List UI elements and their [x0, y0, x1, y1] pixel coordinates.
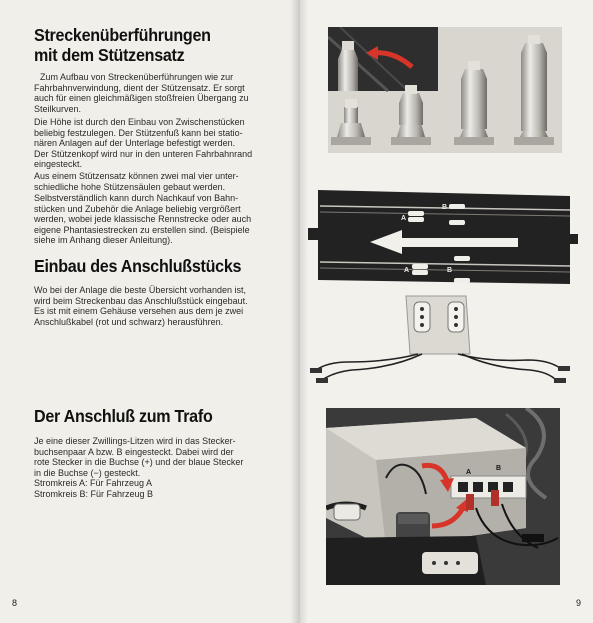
circuit-a-line: Stromkreis A: Für Fahrzeug A: [34, 478, 153, 488]
photo-support-columns: [328, 27, 562, 153]
track-connector-illustration: [308, 184, 578, 390]
paragraph-trafo: Je eine dieser Zwillings-Litzen wird in das Stecker- buchsenpaar A bzw. B eingesteckt. Dabei wird der rote Stecker in die Buchse (+) und der blaue Stecker in die Buchse (−) gesteckt.: [34, 436, 244, 478]
trafo-label-b: B: [496, 465, 502, 472]
paragraph-intro: Zum Aufbau von Streckenüberführungen wie zur Fahrbahnverwindung, dient der Stützensatz. Er sorgt auch für einen gleichmäßigen stoßfreien Übergang zu Steilkurven.: [34, 72, 249, 114]
support-columns-illustration: [328, 27, 562, 153]
track-label-b-bottom: B: [447, 267, 453, 274]
photo-track-connector: [308, 184, 578, 390]
right-page: [298, 0, 593, 623]
heading-line-1: Streckenüberführungen: [34, 25, 211, 45]
track-label-a-top: A: [401, 215, 407, 222]
heading-anschlussstueck: Einbau des Anschlußstücks: [34, 256, 242, 276]
book-gutter: [290, 0, 308, 623]
heading-stuetzensatz: [34, 25, 211, 65]
paragraph-columns: Aus einem Stützensatz können zwei mal vier unter- schiedliche hohe Stützensäulen gebaut werden.: [34, 171, 239, 192]
trafo-connection-illustration: [326, 408, 560, 585]
paragraph-anschlussstueck: Wo bei der Anlage die beste Übersicht vorhanden ist, wird beim Streckenbau das Anschlußstück eingebaut. Es ist mit einem Gehäuse versehen aus dem je zwei Anschlußkabel (rot und schwarz) herausführen.: [34, 285, 248, 327]
trafo-label-a: A: [466, 469, 472, 476]
page-number-left: 8: [12, 598, 18, 608]
circuit-b-line: Stromkreis B: Für Fahrzeug B: [34, 489, 154, 499]
photo-trafo-connection: [326, 408, 560, 585]
heading-line-2: mit dem Stützensatz: [34, 45, 185, 65]
paragraph-expansion: Selbstverständlich kann durch Nachkauf von Bahn- stücken und Zubehör die Anlage beliebig vergrößert werden, wobei jede klassische Rennstrecke oder auch eigene Phantasiestrecken zu erstellen sind. (Beispiele siehe im Anhang dieser Anleitung).: [34, 193, 252, 246]
paragraph-height: Die Höhe ist durch den Einbau von Zwischenstücken beliebig festzulegen. Der Stützenfuß kann bei statio- nären Anlagen auf der Unterlage befestigt werden. Der Stützenkopf wird nur in den unteren Fahrbahnrand eingesteckt.: [34, 117, 253, 170]
track-label-a-bottom: A: [404, 267, 410, 274]
track-label-b-top: B: [442, 204, 448, 211]
heading-trafo: Der Anschluß zum Trafo: [34, 406, 213, 426]
page-number-right: 9: [576, 598, 582, 608]
